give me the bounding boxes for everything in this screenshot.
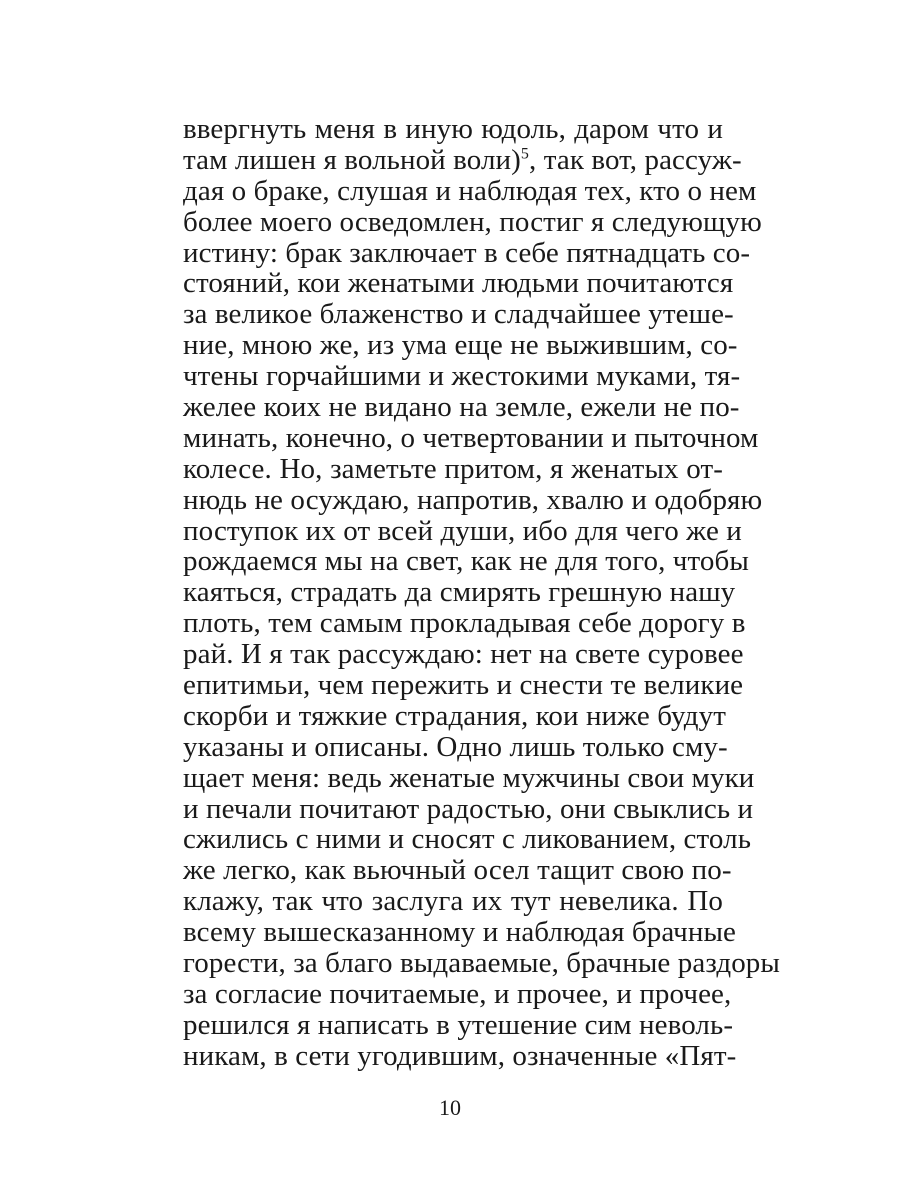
text-line: истину: брак заключает в себе пятнадцать со-	[183, 236, 751, 269]
text-line: же легко, как вьючный осел тащит свою по-	[183, 854, 732, 887]
text-line: поступок их от всей души, ибо для чего же и	[183, 514, 742, 547]
text-line: минать, конечно, о четвертовании и пыточном	[183, 421, 759, 454]
text-line: дая о браке, слушая и наблюдая тех, кто о нем	[183, 174, 757, 207]
text-line: плоть, тем самым прокладывая себе дорогу в	[183, 607, 746, 640]
text-line-part: , так вот, рассуж-	[529, 143, 742, 176]
text-line: и печали почитают радостью, они свыклись и	[183, 792, 754, 825]
text-line: каяться, страдать да смирять грешную нашу	[183, 576, 736, 609]
text-line: стояний, кои женатыми людьми почитаются	[183, 267, 734, 300]
text-line-part: там лишен я вольной воли)	[183, 143, 521, 176]
text-line: епитимьи, чем пережить и снести те великие	[183, 669, 744, 702]
body-text	[183, 113, 780, 1072]
text-line: желее коих не видано на земле, ежели не по-	[183, 391, 740, 424]
text-line: горести, за благо выдаваемые, брачные раздоры	[183, 947, 780, 980]
text-line: чтены горчайшими и жестокими муками, тя-	[183, 360, 741, 393]
text-line: ввергнуть меня в иную юдоль, даром что и	[183, 113, 723, 145]
text-line: рай. И я так рассуждаю: нет на свете суровее	[183, 638, 744, 671]
text-line: клажу, так что заслуга их тут невелика. По	[183, 885, 723, 918]
text-line: указаны и описаны. Одно лишь только сму-	[183, 730, 728, 763]
text-line: щает меня: ведь женатые мужчины свои муки	[183, 761, 755, 794]
text-line: колесе. Но, заметьте притом, я женатых от-	[183, 452, 723, 485]
text-line: скорби и тяжкие страдания, кои ниже будут	[183, 699, 727, 732]
text-line: никам, в сети угодившим, означенные «Пят-	[183, 1039, 737, 1072]
text-line: решился я написать в утешение сим неволь-	[183, 1008, 734, 1041]
text-line: ние, мною же, из ума еще не выжившим, со-	[183, 329, 738, 362]
text-line: за согласие почитаемые, и прочее, и прочее,	[183, 977, 732, 1010]
text-line: более моего осведомлен, постиг я следующую	[183, 205, 762, 238]
text-line: всему вышесказанному и наблюдая брачные	[183, 916, 737, 949]
text-line: за великое блаженство и сладчайшее утеше-	[183, 298, 734, 331]
text-line: нюдь не осуждаю, напротив, хвалю и одобряю	[183, 483, 763, 516]
text-line: сжились с ними и сносят с ликованием, столь	[183, 823, 752, 856]
text-line: рождаемся мы на свет, как не для того, чтобы	[183, 545, 749, 578]
footnote-reference[interactable]: 5	[520, 145, 530, 163]
page-number: 10	[439, 1095, 461, 1120]
text-line-with-footnote	[183, 143, 742, 176]
